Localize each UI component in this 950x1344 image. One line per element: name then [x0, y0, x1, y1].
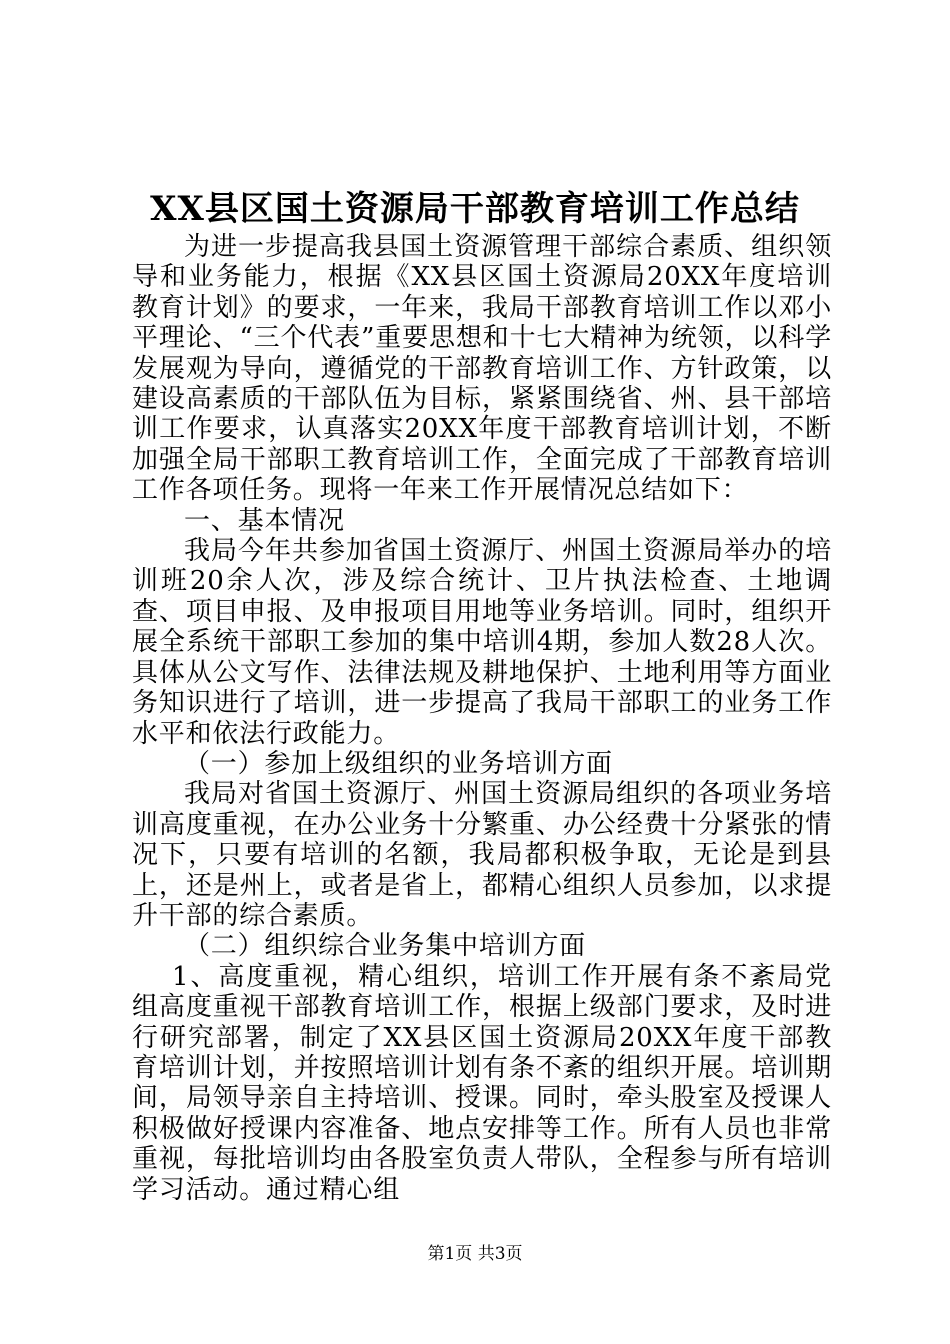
subsection-2-paragraph: 1、高度重视，精心组织，培训工作开展有条不紊局党组高度重视干部教育培训工作，根据上级部门要求，及时进行研究部署，制定了XX县区国土资源局20XX年度干部教育培训计划，并按照培训计划有条不紊的组织开展。培训期间，局领导亲自主持培训、授课。同时，牵头股室及授课人积极做好授课内容准备、地点安排等工作。所有人员也非常重视，每批培训均由各股室负责人带队，全程参与所有培训学习活动。通过精心组 — [132, 961, 832, 1205]
intro-paragraph: 为进一步提高我县国土资源管理干部综合素质、组织领导和业务能力，根据《XX县区国土资源局20XX年度培训教育计划》的要求，一年来，我局干部教育培训工作以邓小平理论、“三个代表”重要思想和十七大精神为统领，以科学发展观为导向，遵循党的干部教育培训工作、方针政策，以建设高素质的干部队伍为目标，紧紧围绕省、州、县干部培训工作要求，认真落实20XX年度干部教育培训计划，不断加强全局干部职工教育培训工作，全面完成了干部教育培训工作各项任务。现将一年来工作开展情况总结如下： — [132, 232, 832, 506]
document-title: XX县区国土资源局干部教育培训工作总结 — [150, 189, 800, 229]
page-footer: 第1页 共3页 — [427, 1244, 523, 1264]
section-heading-basic-situation: 一、基本情况 — [184, 505, 345, 536]
subsection-heading-2: （二）组织综合业务集中培训方面 — [184, 931, 587, 962]
subsection-heading-1: （一）参加上级组织的业务培训方面 — [184, 748, 613, 779]
basic-situation-paragraph: 我局今年共参加省国土资源厅、州国土资源局举办的培训班20余人次，涉及综合统计、卫片执法检查、土地调查、项目申报、及申报项目用地等业务培训。同时，组织开展全系统干部职工参加的集中培训4期，参加人数28人次。具体从公文写作、法律法规及耕地保护、土地利用等方面业务知识进行了培训，进一步提高了我局干部职工的业务工作水平和依法行政能力。 — [132, 536, 832, 749]
subsection-1-paragraph: 我局对省国土资源厅、州国土资源局组织的各项业务培训高度重视，在办公业务十分繁重、办公经费十分紧张的情况下，只要有培训的名额，我局都积极争取，无论是到县上，还是州上，或者是省上，都精心组织人员参加，以求提升干部的综合素质。 — [132, 779, 832, 931]
document-body — [132, 232, 832, 1205]
